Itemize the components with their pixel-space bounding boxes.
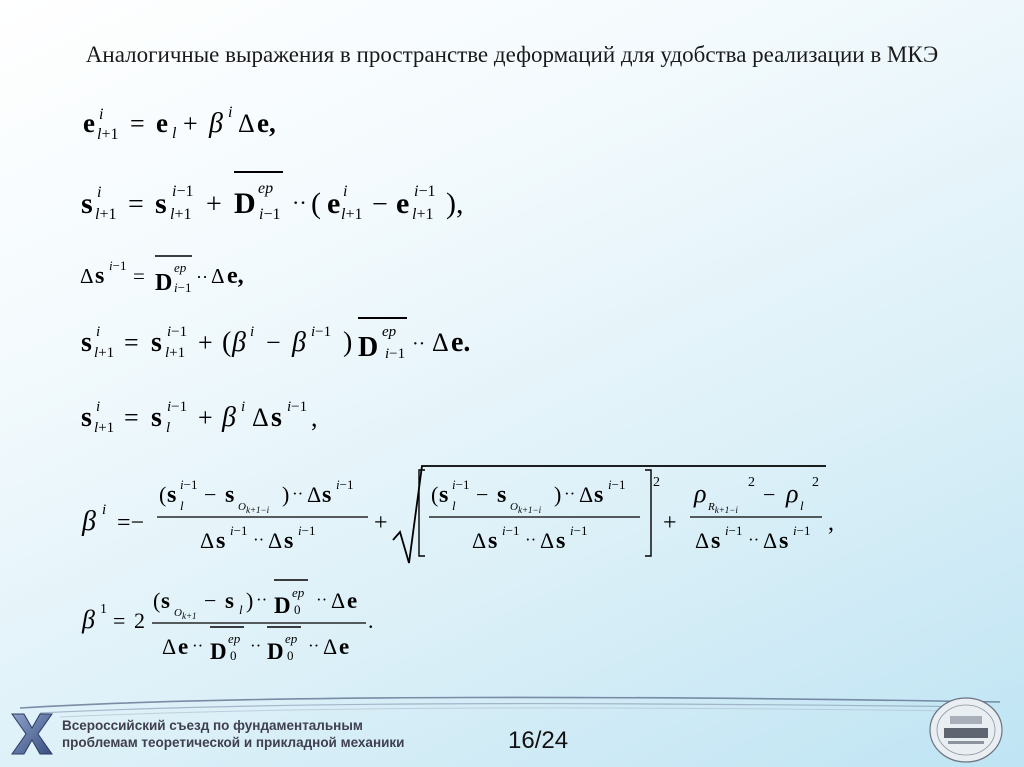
- svg-text:D: D: [234, 187, 256, 220]
- svg-text:ep: ep: [174, 260, 187, 275]
- svg-text:··: ··: [525, 530, 537, 549]
- svg-text:s: s: [488, 528, 498, 554]
- svg-text:i−1: i−1: [298, 523, 316, 538]
- svg-text:ep: ep: [228, 631, 241, 646]
- svg-text:+: +: [663, 510, 677, 536]
- formula-4: [81, 318, 470, 363]
- svg-text:··: ··: [292, 484, 304, 503]
- svg-text:Δ: Δ: [238, 109, 255, 138]
- svg-text:=: =: [124, 328, 139, 357]
- svg-text:i: i: [102, 502, 107, 518]
- svg-text:l+1: l+1: [341, 206, 363, 223]
- svg-text:e: e: [178, 634, 189, 659]
- svg-text:s: s: [95, 263, 105, 289]
- svg-text:i: i: [99, 106, 104, 123]
- svg-text:l: l: [800, 498, 804, 513]
- svg-text:l: l: [180, 498, 184, 513]
- svg-text:e: e: [327, 187, 341, 220]
- svg-text:e: e: [396, 187, 410, 220]
- svg-text:··: ··: [412, 333, 426, 355]
- svg-text:s: s: [497, 482, 507, 508]
- svg-text:2: 2: [812, 475, 819, 490]
- svg-text:ep: ep: [292, 585, 305, 600]
- svg-text:,: ,: [311, 403, 318, 432]
- svg-text:Δ: Δ: [579, 482, 594, 507]
- svg-text:i−1: i−1: [109, 258, 127, 273]
- svg-text:s: s: [271, 402, 282, 433]
- svg-text:Δ: Δ: [331, 588, 346, 613]
- svg-text:+: +: [183, 109, 198, 138]
- svg-text:··: ··: [256, 590, 268, 609]
- svg-text:s: s: [556, 528, 566, 554]
- svg-text:i: i: [343, 183, 348, 200]
- svg-text:e.: e.: [451, 327, 471, 358]
- svg-text:s: s: [81, 187, 93, 220]
- svg-text:i−1: i−1: [172, 183, 194, 200]
- svg-text:i−1: i−1: [180, 477, 198, 492]
- svg-text:··: ··: [250, 636, 262, 655]
- svg-text:β: β: [222, 402, 236, 433]
- svg-text:i−1: i−1: [725, 523, 743, 538]
- svg-text:i−1: i−1: [287, 399, 308, 415]
- svg-text:s: s: [594, 482, 604, 508]
- svg-text:s: s: [167, 482, 177, 508]
- svg-text:Ok+1−i: $O_{k+1-i}$: [510, 501, 542, 515]
- svg-text:Δ: Δ: [162, 634, 177, 659]
- congress-logo-icon: [10, 712, 54, 756]
- svg-text:β: β: [82, 506, 96, 537]
- svg-text:+: +: [198, 403, 213, 432]
- svg-text:Δ: Δ: [472, 528, 487, 553]
- svg-text:l+1: l+1: [165, 345, 186, 361]
- svg-text:=: =: [133, 264, 145, 288]
- footer-line-2: проблемам теоретической и прикладной механики: [62, 735, 405, 750]
- svg-text:ρ: ρ: [694, 479, 707, 508]
- svg-text:D: D: [155, 270, 173, 296]
- svg-text:l: l: [452, 498, 456, 513]
- svg-text:ep: ep: [285, 631, 298, 646]
- svg-text:l: l: [239, 602, 243, 617]
- svg-text:l+1: l+1: [94, 420, 115, 436]
- svg-text:,: ,: [828, 510, 834, 536]
- svg-text:i−1: i−1: [167, 399, 188, 415]
- svg-text:1: 1: [100, 602, 107, 617]
- svg-text:D: D: [358, 332, 379, 363]
- svg-text:i−1: i−1: [414, 183, 436, 200]
- svg-text:s: s: [225, 588, 234, 613]
- svg-text:s: s: [439, 482, 449, 508]
- svg-text:i−1: i−1: [793, 523, 811, 538]
- svg-text:2: 2: [653, 475, 660, 490]
- svg-text:i−1: i−1: [174, 280, 192, 295]
- svg-text:s: s: [284, 528, 294, 554]
- svg-text:i−1: i−1: [608, 477, 626, 492]
- svg-text:−: −: [372, 189, 388, 220]
- svg-text:··: ··: [292, 190, 307, 215]
- svg-text:Δ: Δ: [307, 482, 322, 507]
- formula-1: [83, 104, 276, 143]
- svg-text:β: β: [292, 327, 306, 358]
- svg-text:l+1: l+1: [94, 345, 115, 361]
- svg-text:0: 0: [287, 648, 294, 663]
- svg-text:Rk+1−i: $R_{k+1-i}$: [708, 501, 738, 515]
- svg-text:s: s: [779, 528, 789, 554]
- svg-text:··: ··: [748, 530, 760, 549]
- svg-text:l: l: [166, 420, 171, 436]
- svg-text:D: D: [267, 639, 284, 664]
- svg-text:i: i: [96, 324, 101, 340]
- svg-text:··: ··: [192, 636, 204, 655]
- svg-text:··: ··: [564, 484, 576, 503]
- svg-text:i−1: i−1: [167, 324, 188, 340]
- svg-text:β: β: [209, 108, 223, 139]
- svg-text:Δ: Δ: [763, 528, 778, 553]
- svg-text:l+1: l+1: [97, 126, 119, 143]
- svg-text:),: ),: [446, 187, 464, 220]
- svg-text:−: −: [476, 482, 489, 507]
- svg-text:(: (: [153, 588, 161, 613]
- svg-text:−: −: [204, 482, 217, 507]
- svg-text:s: s: [225, 482, 235, 508]
- svg-text:Ok+1−i: $O_{k+1-i}$: [238, 501, 270, 515]
- svg-text:i: i: [241, 399, 246, 415]
- svg-text:=: =: [130, 109, 145, 138]
- svg-text:Δ: Δ: [268, 528, 283, 553]
- svg-text:(: (: [159, 482, 167, 507]
- footer-line-1: Всероссийский съезд по фундаментальным: [62, 718, 363, 733]
- svg-text:2: 2: [748, 475, 755, 490]
- svg-text:··: ··: [253, 530, 265, 549]
- svg-text:(: (: [431, 482, 439, 507]
- svg-text:Δ: Δ: [540, 528, 555, 553]
- formula-5: [81, 399, 318, 436]
- svg-text:): ): [343, 327, 353, 358]
- formula-3: [80, 256, 244, 296]
- svg-text:l: l: [172, 125, 177, 142]
- svg-text:+: +: [374, 510, 388, 536]
- svg-text:l+1: l+1: [170, 206, 192, 223]
- svg-text:ρ: ρ: [786, 479, 799, 508]
- svg-text:2: 2: [134, 608, 145, 633]
- svg-text:i−1: i−1: [230, 523, 248, 538]
- svg-text:Δ: Δ: [432, 328, 449, 357]
- slide-title: Аналогичные выражения в пространстве деформаций для удобства реализации в МКЭ: [85, 42, 939, 67]
- svg-text:=: =: [124, 403, 139, 432]
- svg-text:−: −: [266, 328, 281, 357]
- svg-text:.: .: [368, 608, 374, 633]
- svg-text:Δ: Δ: [252, 403, 269, 432]
- svg-text:e: e: [347, 588, 358, 613]
- svg-text:+: +: [206, 189, 222, 220]
- svg-text:s: s: [216, 528, 226, 554]
- svg-text:−: −: [204, 588, 217, 613]
- svg-text:Δ: Δ: [200, 528, 215, 553]
- formula-6: [81, 466, 834, 563]
- svg-text:Δ: Δ: [211, 264, 225, 288]
- svg-text:−: −: [763, 482, 776, 507]
- svg-text:=−: =−: [117, 510, 145, 536]
- svg-text:ep: ep: [258, 180, 274, 197]
- svg-text:e: e: [83, 108, 95, 138]
- page-number: 16/24: [508, 727, 569, 754]
- svg-text:): ): [554, 482, 562, 507]
- svg-text:s: s: [81, 402, 92, 433]
- university-seal-icon: [928, 696, 1004, 764]
- formula-7: [81, 580, 374, 664]
- svg-text:=: =: [113, 608, 126, 633]
- svg-text:Δ: Δ: [695, 528, 710, 553]
- svg-text:i−1: i−1: [570, 523, 588, 538]
- svg-text:Δ: Δ: [80, 264, 94, 288]
- svg-text:l+1: l+1: [412, 206, 434, 223]
- svg-text:··: ··: [196, 267, 208, 287]
- svg-text:β: β: [82, 605, 95, 634]
- svg-text:e: e: [339, 634, 350, 659]
- svg-text:l+1: l+1: [95, 206, 117, 223]
- svg-text:i−1: i−1: [502, 523, 520, 538]
- svg-text:Δ: Δ: [323, 634, 338, 659]
- svg-text:β: β: [232, 327, 246, 358]
- svg-text:+: +: [198, 328, 213, 357]
- svg-text:i: i: [97, 184, 102, 201]
- svg-text:i: i: [96, 399, 101, 415]
- svg-text:··: ··: [308, 636, 320, 655]
- svg-text:i−1: i−1: [311, 324, 332, 340]
- svg-text:ep: ep: [382, 324, 397, 340]
- svg-text:=: =: [128, 189, 144, 220]
- svg-text:e,: e,: [227, 263, 244, 289]
- svg-text:s: s: [155, 187, 167, 220]
- svg-text:s: s: [322, 482, 332, 508]
- svg-text:i: i: [228, 104, 233, 121]
- svg-text:0: 0: [294, 602, 301, 617]
- svg-text:··: ··: [316, 590, 328, 609]
- svg-text:i: i: [250, 324, 255, 340]
- svg-text:e: e: [156, 108, 168, 138]
- svg-text:Ok+1: $O_{k+1}$: [174, 607, 197, 621]
- svg-text:D: D: [210, 639, 227, 664]
- svg-text:D: D: [274, 593, 291, 618]
- svg-text:i−1: i−1: [259, 206, 281, 223]
- footer-text: [62, 717, 404, 751]
- svg-text:s: s: [151, 327, 162, 358]
- svg-text:): ): [282, 482, 290, 507]
- svg-text:(: (: [222, 327, 232, 358]
- svg-text:s: s: [161, 588, 170, 613]
- formula-2: [81, 172, 464, 223]
- svg-text:i−1: i−1: [385, 346, 406, 362]
- svg-text:s: s: [711, 528, 721, 554]
- svg-text:i−1: i−1: [336, 477, 354, 492]
- svg-text:0: 0: [230, 648, 237, 663]
- svg-text:s: s: [81, 327, 92, 358]
- svg-text:(: (: [311, 187, 321, 220]
- svg-text:i−1: i−1: [452, 477, 470, 492]
- svg-text:e,: e,: [257, 108, 276, 138]
- svg-text:): ): [246, 588, 254, 613]
- svg-text:s: s: [151, 402, 162, 433]
